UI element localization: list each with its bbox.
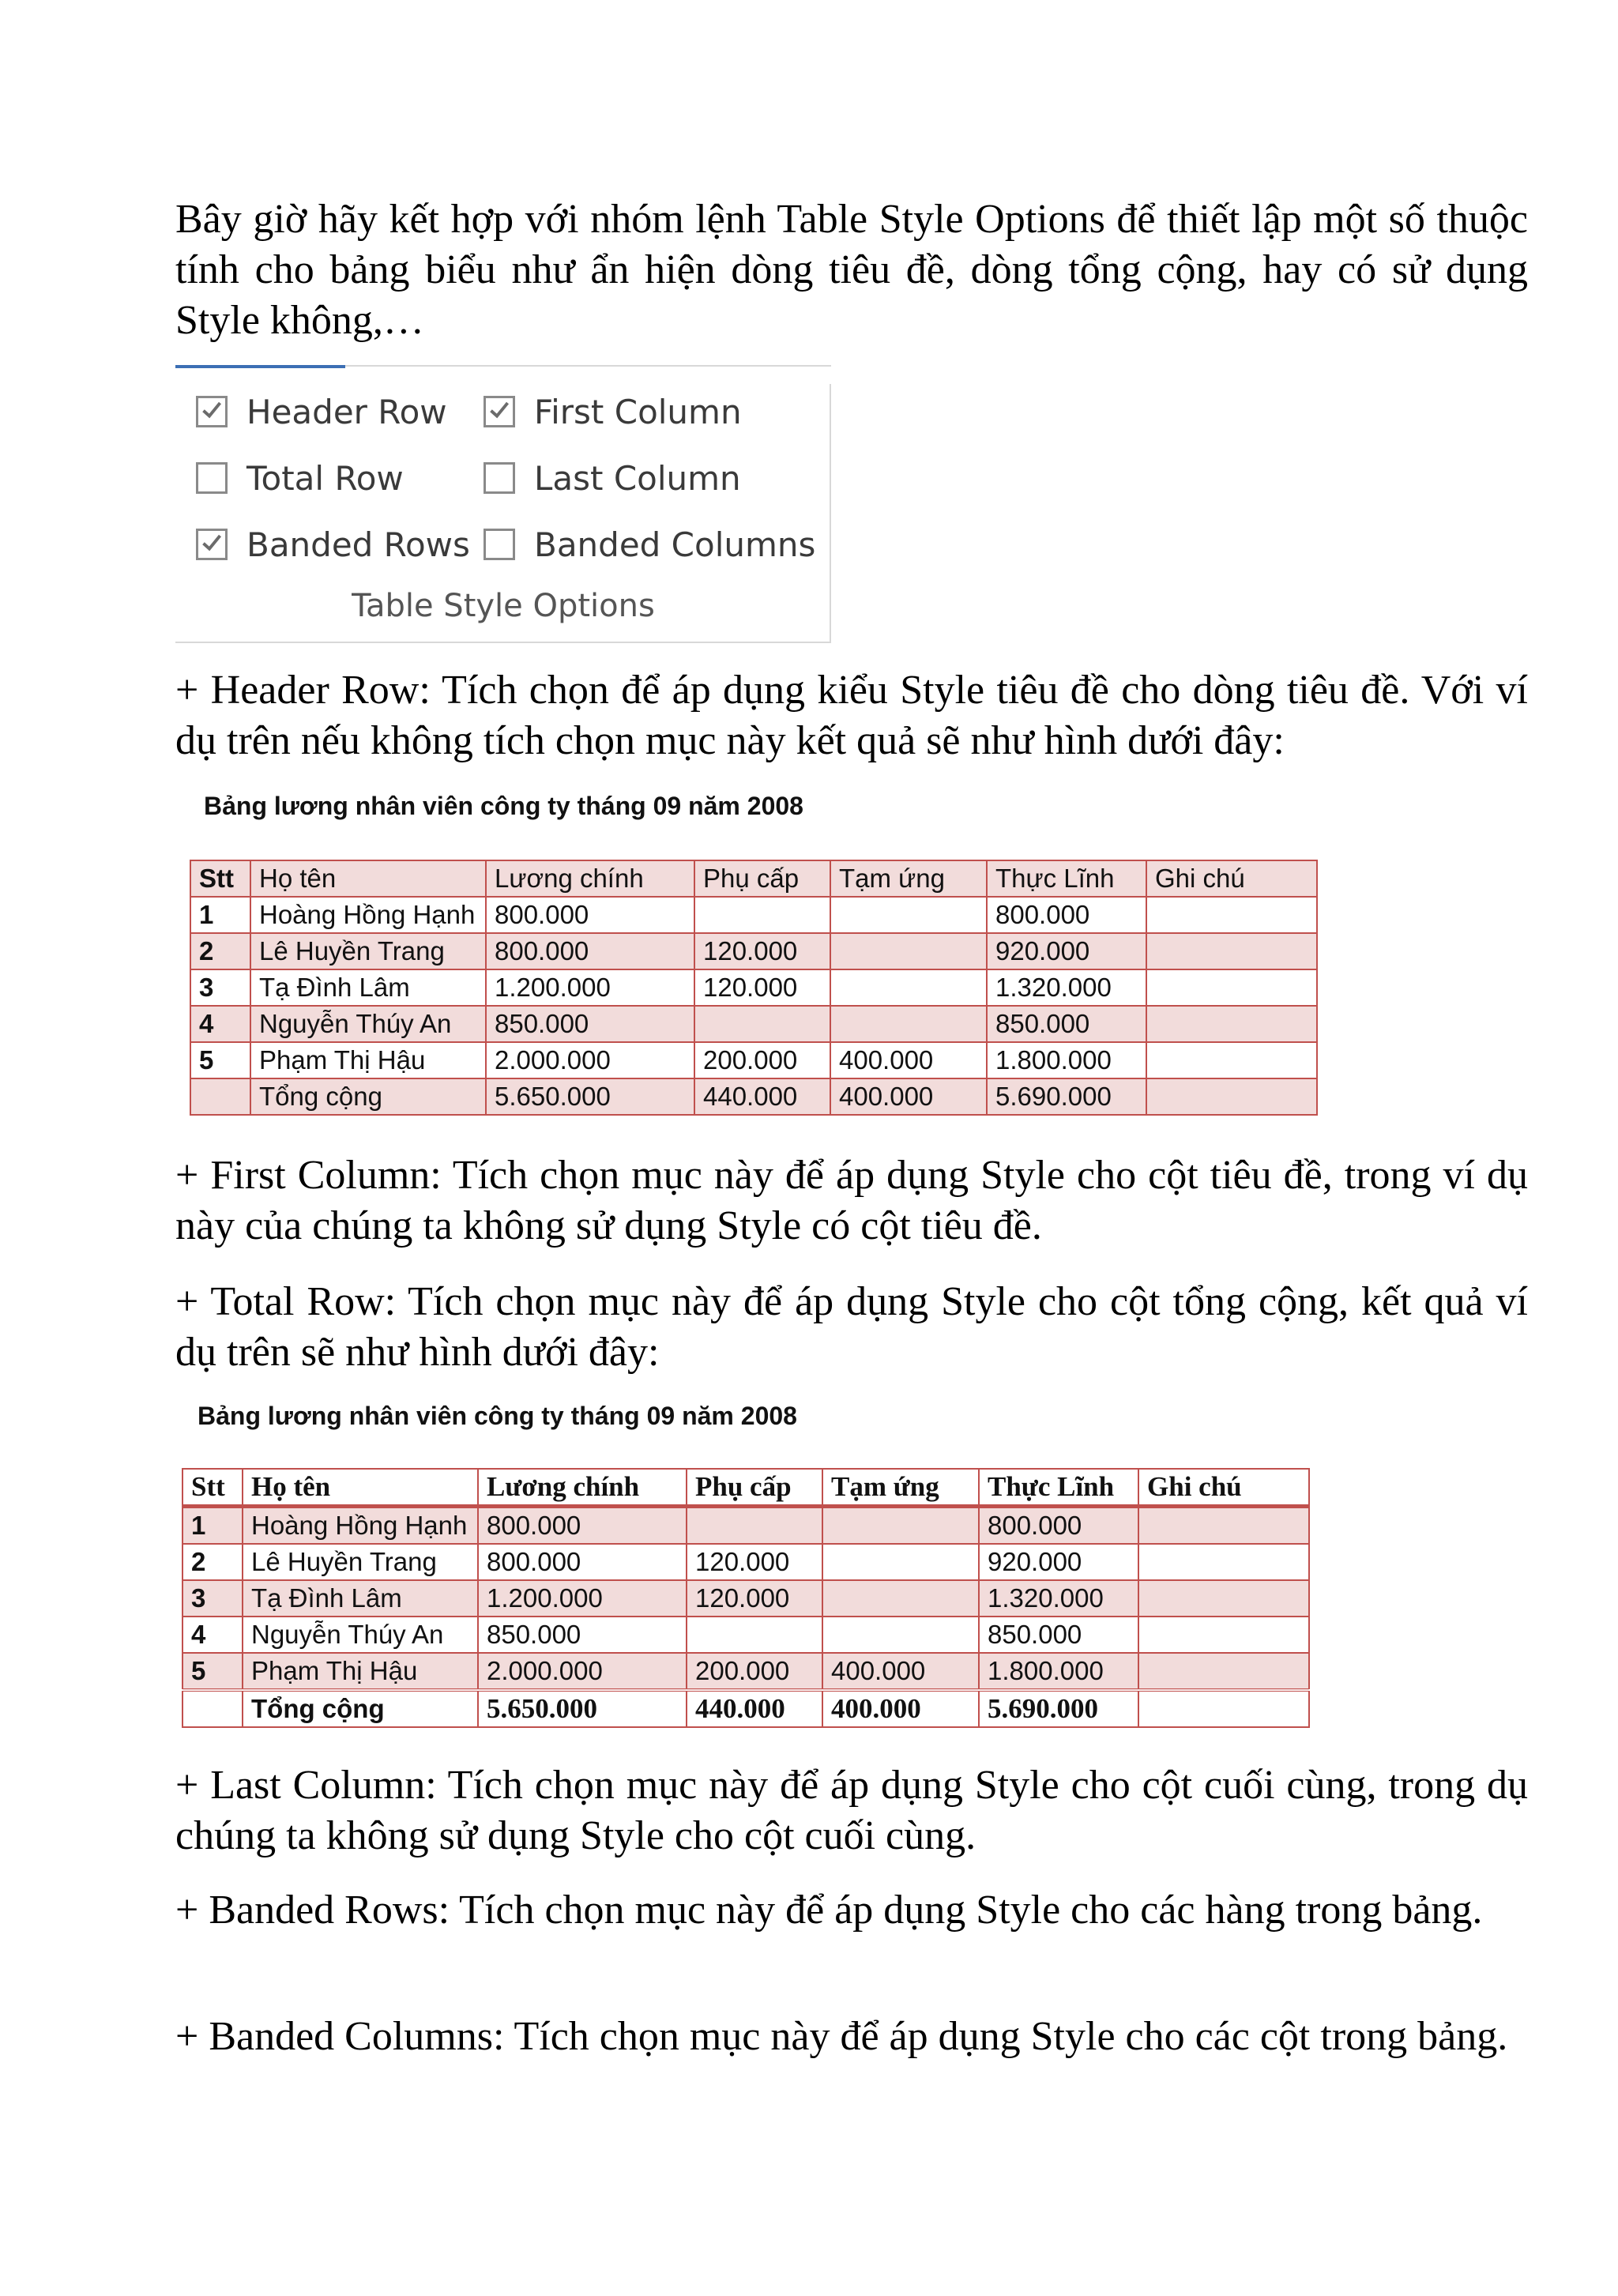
- total-cell: 5.690.000: [979, 1690, 1138, 1727]
- total-cell: Tổng cộng: [243, 1690, 478, 1727]
- table-cell: Lê Huyền Trang: [250, 933, 486, 969]
- banded-columns-option[interactable]: [484, 525, 815, 564]
- table-row: [182, 1544, 1309, 1580]
- table-cell: 4: [182, 1617, 243, 1653]
- table-cell: 800.000: [478, 1507, 687, 1545]
- intro-paragraph: Bây giờ hãy kết hợp với nhóm lệnh Table Style Options để thiết lập một số thuộc tính cho bảng biểu như ẩn hiện dòng tiêu đề, dòng tổng cộng, hay có sử dụng Style không,…: [175, 197, 1528, 343]
- table-row: [182, 1507, 1309, 1545]
- banded-columns-label: Banded Columns: [534, 525, 816, 564]
- table-cell: [830, 969, 987, 1006]
- banded-rows-option[interactable]: [196, 525, 470, 564]
- table-cell: [830, 1006, 987, 1042]
- table-row: [190, 1006, 1317, 1042]
- table-cell: 800.000: [478, 1544, 687, 1580]
- total-row-label: Total Row: [246, 458, 404, 498]
- column-header: Phụ cấp: [694, 860, 830, 897]
- banded-rows-checkbox[interactable]: [196, 529, 228, 560]
- table-cell: [1146, 1042, 1317, 1078]
- column-header: Lương chính: [486, 860, 694, 897]
- column-header: Thực Lĩnh: [979, 1469, 1138, 1507]
- checkmark-icon: [200, 531, 224, 558]
- first-column-checkbox[interactable]: [484, 396, 515, 427]
- table-cell: Phạm Thị Hậu: [250, 1042, 486, 1078]
- table-cell: [830, 933, 987, 969]
- table-cell: 1.320.000: [979, 1580, 1138, 1617]
- table-cell: Hoàng Hồng Hạnh: [243, 1507, 478, 1545]
- total-cell: [190, 1078, 250, 1115]
- table-cell: Tạ Đình Lâm: [243, 1580, 478, 1617]
- table-cell: Phạm Thị Hậu: [243, 1653, 478, 1690]
- table-cell: 200.000: [687, 1653, 822, 1690]
- table1-title: Bảng lương nhân viên công ty tháng 09 năm 2008: [204, 792, 803, 820]
- table-row: [190, 933, 1317, 969]
- table-cell: [1146, 969, 1317, 1006]
- table-cell: 920.000: [987, 933, 1146, 969]
- table-cell: [694, 1006, 830, 1042]
- table-cell: 5: [190, 1042, 250, 1078]
- table-cell: 2.000.000: [478, 1653, 687, 1690]
- header-row-label: Header Row: [246, 392, 447, 431]
- table-cell: [830, 897, 987, 933]
- table-cell: [822, 1580, 979, 1617]
- column-header: Stt: [182, 1469, 243, 1507]
- table-row: [190, 969, 1317, 1006]
- table-total-row: [182, 1690, 1309, 1727]
- table-cell: [1146, 897, 1317, 933]
- total-cell: 440.000: [694, 1078, 830, 1115]
- table-cell: [687, 1617, 822, 1653]
- table-cell: [822, 1544, 979, 1580]
- total-cell: 5.650.000: [486, 1078, 694, 1115]
- table-cell: [1138, 1580, 1309, 1617]
- table-cell: 1.200.000: [486, 969, 694, 1006]
- table-cell: Nguyễn Thúy An: [250, 1006, 486, 1042]
- last-column-paragraph: + Last Column: Tích chọn mục này để áp dụng Style cho cột cuối cùng, trong dụ chúng ta không sử dụng Style cho cột cuối cùng.: [175, 1763, 1528, 1858]
- table-row: [190, 1042, 1317, 1078]
- table-cell: [822, 1507, 979, 1545]
- tab-accent-line: [175, 365, 345, 368]
- table-cell: [1146, 1006, 1317, 1042]
- total-cell: 5.650.000: [478, 1690, 687, 1727]
- first-column-option[interactable]: [484, 392, 742, 431]
- banded-rows-paragraph: + Banded Rows: Tích chọn mục này để áp dụng Style cho các hàng trong bảng.: [175, 1888, 1483, 1933]
- table-cell: 800.000: [987, 897, 1146, 933]
- table-cell: 120.000: [694, 969, 830, 1006]
- group-bottom-divider: [175, 642, 831, 643]
- total-row-checkbox[interactable]: [196, 462, 228, 494]
- column-header: Ghi chú: [1146, 860, 1317, 897]
- table-cell: 5: [182, 1653, 243, 1690]
- column-header: Stt: [190, 860, 250, 897]
- table-cell: 1.200.000: [478, 1580, 687, 1617]
- table-cell: 850.000: [478, 1617, 687, 1653]
- table-cell: 200.000: [694, 1042, 830, 1078]
- table-cell: 400.000: [822, 1653, 979, 1690]
- column-header: Thực Lĩnh: [987, 860, 1146, 897]
- first-column-label: First Column: [534, 392, 742, 431]
- total-cell: [1138, 1690, 1309, 1727]
- banded-rows-label: Banded Rows: [246, 525, 470, 564]
- column-header: Họ tên: [243, 1469, 478, 1507]
- total-cell: 400.000: [830, 1078, 987, 1115]
- table-cell: Nguyễn Thúy An: [243, 1617, 478, 1653]
- column-header: Lương chính: [478, 1469, 687, 1507]
- total-cell: [182, 1690, 243, 1727]
- table-cell: 120.000: [694, 933, 830, 969]
- table-cell: 2: [190, 933, 250, 969]
- table-cell: [687, 1507, 822, 1545]
- table-cell: [1138, 1544, 1309, 1580]
- column-header: Họ tên: [250, 860, 486, 897]
- salary-table-2: [182, 1468, 1310, 1728]
- header-row-checkbox[interactable]: [196, 396, 228, 427]
- total-cell: 440.000: [687, 1690, 822, 1727]
- table-total-row: [190, 1078, 1317, 1115]
- table-cell: Lê Huyền Trang: [243, 1544, 478, 1580]
- table-cell: 920.000: [979, 1544, 1138, 1580]
- banded-columns-checkbox[interactable]: [484, 529, 515, 560]
- group-label: Table Style Options: [352, 588, 655, 624]
- table-cell: Hoàng Hồng Hạnh: [250, 897, 486, 933]
- last-column-checkbox[interactable]: [484, 462, 515, 494]
- table-cell: [1138, 1653, 1309, 1690]
- total-cell: 400.000: [822, 1690, 979, 1727]
- total-row-paragraph: + Total Row: Tích chọn mục này để áp dụng Style cho cột tổng cộng, kết quả ví dụ trên sẽ như hình dưới đây:: [175, 1279, 1528, 1375]
- first-column-paragraph: + First Column: Tích chọn mục này để áp dụng Style cho cột tiêu đề, trong ví dụ này của chúng ta không sử dụng Style có cột tiêu đề.: [175, 1153, 1528, 1248]
- table-cell: [1138, 1617, 1309, 1653]
- table-cell: [1138, 1507, 1309, 1545]
- table-cell: 1.800.000: [979, 1653, 1138, 1690]
- table-header-row: [182, 1469, 1309, 1507]
- table-cell: 2.000.000: [486, 1042, 694, 1078]
- table-cell: 2: [182, 1544, 243, 1580]
- column-header: Tạm ứng: [830, 860, 987, 897]
- table-cell: [694, 897, 830, 933]
- table-style-options-group: [175, 365, 831, 643]
- total-cell: Tổng cộng: [250, 1078, 486, 1115]
- table-cell: 850.000: [979, 1617, 1138, 1653]
- column-header: Tạm ứng: [822, 1469, 979, 1507]
- table-cell: 1: [190, 897, 250, 933]
- last-column-option[interactable]: [484, 458, 741, 498]
- table-cell: 4: [190, 1006, 250, 1042]
- total-cell: 5.690.000: [987, 1078, 1146, 1115]
- table-row: [182, 1580, 1309, 1617]
- column-header: Ghi chú: [1138, 1469, 1309, 1507]
- table-cell: 850.000: [486, 1006, 694, 1042]
- last-column-label: Last Column: [534, 458, 741, 498]
- table-row: [182, 1617, 1309, 1653]
- total-row-option[interactable]: [196, 458, 404, 498]
- table-cell: 3: [182, 1580, 243, 1617]
- table-cell: 800.000: [486, 933, 694, 969]
- column-header: Phụ cấp: [687, 1469, 822, 1507]
- table-cell: [822, 1617, 979, 1653]
- table-cell: 800.000: [979, 1507, 1138, 1545]
- table-row: [182, 1653, 1309, 1690]
- table-cell: 3: [190, 969, 250, 1006]
- checkmark-icon: [487, 398, 511, 425]
- table-cell: 400.000: [830, 1042, 987, 1078]
- total-cell: [1146, 1078, 1317, 1115]
- banded-columns-paragraph: + Banded Columns: Tích chọn mục này để áp dụng Style cho các cột trong bảng.: [175, 2014, 1508, 2059]
- checkmark-icon: [200, 398, 224, 425]
- table-cell: 800.000: [486, 897, 694, 933]
- table-row: [190, 897, 1317, 933]
- table-header-row: [190, 860, 1317, 897]
- table-cell: 1.320.000: [987, 969, 1146, 1006]
- table-cell: 850.000: [987, 1006, 1146, 1042]
- table2-title: Bảng lương nhân viên công ty tháng 09 năm 2008: [198, 1402, 797, 1430]
- header-row-option[interactable]: [196, 392, 447, 431]
- table-cell: [1146, 933, 1317, 969]
- header-row-paragraph: + Header Row: Tích chọn để áp dụng kiểu Style tiêu đề cho dòng tiêu đề. Với ví dụ trên nếu không tích chọn mục này kết quả sẽ như hình dưới đây:: [175, 668, 1528, 763]
- table-cell: 1: [182, 1507, 243, 1545]
- salary-table-1: [190, 860, 1318, 1116]
- table-cell: 120.000: [687, 1580, 822, 1617]
- table-cell: 120.000: [687, 1544, 822, 1580]
- table-cell: 1.800.000: [987, 1042, 1146, 1078]
- table-cell: Tạ Đình Lâm: [250, 969, 486, 1006]
